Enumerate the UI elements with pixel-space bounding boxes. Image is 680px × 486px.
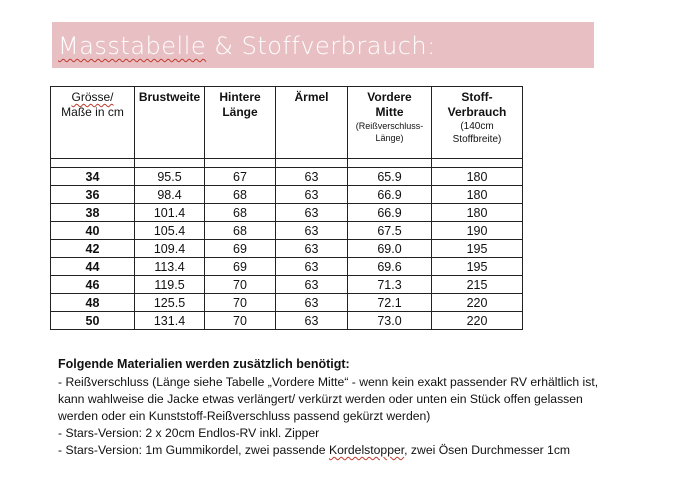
cell-front-center: 67.5: [348, 222, 432, 240]
cell-chest: 98.4: [135, 186, 205, 204]
notes-line: - Stars-Version: 2 x 20cm Endlos-RV inkl. Zipper: [58, 426, 320, 440]
cell-front-center: 73.0: [348, 312, 432, 330]
cell-sleeve: 63: [276, 240, 348, 258]
cell-fabric-usage: 190: [432, 222, 523, 240]
header-front-center: Vordere Mitte (Reißverschluss- Länge): [348, 87, 432, 159]
table-spacer-row: [51, 159, 523, 168]
cell-chest: 119.5: [135, 276, 205, 294]
cell-fabric-usage: 215: [432, 276, 523, 294]
cell-size: 38: [51, 204, 135, 222]
measurement-table: [50, 86, 523, 330]
cell-back-length: 68: [205, 222, 276, 240]
title-underlined-word: Masstabelle: [58, 32, 207, 60]
notes-line: kann wahlweise die Jacke etwas verlängert/ verkürzt werden oder unten ein Stück offen gelassen: [58, 392, 583, 406]
cell-front-center: 72.1: [348, 294, 432, 312]
cell-front-center: 71.3: [348, 276, 432, 294]
cell-fabric-usage: 195: [432, 258, 523, 276]
header-back-length: Hintere Länge: [205, 87, 276, 159]
cell-size: 34: [51, 168, 135, 186]
cell-size: 42: [51, 240, 135, 258]
cell-size: 46: [51, 276, 135, 294]
cell-sleeve: 63: [276, 222, 348, 240]
cell-chest: 109.4: [135, 240, 205, 258]
header-size: Grösse/ Maße in cm: [51, 87, 135, 159]
cell-chest: 95.5: [135, 168, 205, 186]
table-header-row: [51, 87, 523, 159]
table-row: [51, 186, 523, 204]
cell-front-center: 66.9: [348, 204, 432, 222]
cell-back-length: 70: [205, 294, 276, 312]
cell-front-center: 69.0: [348, 240, 432, 258]
notes-line: - Stars-Version: 1m Gummikordel, zwei passende Kordelstopper, zwei Ösen Durchmesser 1cm: [58, 443, 571, 457]
cell-fabric-usage: 220: [432, 312, 523, 330]
cell-back-length: 68: [205, 204, 276, 222]
cell-size: 50: [51, 312, 135, 330]
title-banner: [52, 22, 594, 68]
cell-front-center: 66.9: [348, 186, 432, 204]
cell-fabric-usage: 195: [432, 240, 523, 258]
cell-fabric-usage: 180: [432, 168, 523, 186]
cell-chest: 113.4: [135, 258, 205, 276]
cell-fabric-usage: 220: [432, 294, 523, 312]
cell-fabric-usage: 180: [432, 186, 523, 204]
cell-sleeve: 63: [276, 168, 348, 186]
header-sleeve: Ärmel: [276, 87, 348, 159]
materials-notes: [58, 356, 658, 459]
cell-sleeve: 63: [276, 186, 348, 204]
cell-size: 40: [51, 222, 135, 240]
cell-back-length: 70: [205, 312, 276, 330]
cell-front-center: 69.6: [348, 258, 432, 276]
table-row: [51, 204, 523, 222]
cell-back-length: 67: [205, 168, 276, 186]
cell-back-length: 68: [205, 186, 276, 204]
cell-front-center: 65.9: [348, 168, 432, 186]
cell-chest: 101.4: [135, 204, 205, 222]
cell-sleeve: 63: [276, 276, 348, 294]
title-rest: & Stoffverbrauch:: [206, 32, 436, 60]
table-row: [51, 222, 523, 240]
table-row: [51, 276, 523, 294]
table-row: [51, 294, 523, 312]
cell-fabric-usage: 180: [432, 204, 523, 222]
cell-sleeve: 63: [276, 312, 348, 330]
table-row: [51, 258, 523, 276]
table-row: [51, 240, 523, 258]
cell-size: 36: [51, 186, 135, 204]
cell-back-length: 69: [205, 240, 276, 258]
cell-chest: 125.5: [135, 294, 205, 312]
cell-back-length: 69: [205, 258, 276, 276]
notes-heading: Folgende Materialien werden zusätzlich benötigt:: [58, 357, 350, 371]
table-row: [51, 312, 523, 330]
cell-size: 44: [51, 258, 135, 276]
cell-sleeve: 63: [276, 258, 348, 276]
cell-back-length: 70: [205, 276, 276, 294]
cell-sleeve: 63: [276, 294, 348, 312]
notes-line: werden oder ein Kunststoff-Reißverschluss passend gekürzt werden): [58, 409, 431, 423]
header-chest: Brustweite: [135, 87, 205, 159]
cell-chest: 131.4: [135, 312, 205, 330]
cell-sleeve: 63: [276, 204, 348, 222]
table-row: [51, 168, 523, 186]
cell-size: 48: [51, 294, 135, 312]
header-fabric-usage: Stoff- Verbrauch (140cm Stoffbreite): [432, 87, 523, 159]
notes-line: - Reißverschluss (Länge siehe Tabelle „Vordere Mitte“ - wenn kein exakt passender RV erhältlich ist,: [58, 375, 599, 389]
page-title: [58, 32, 436, 60]
cell-chest: 105.4: [135, 222, 205, 240]
